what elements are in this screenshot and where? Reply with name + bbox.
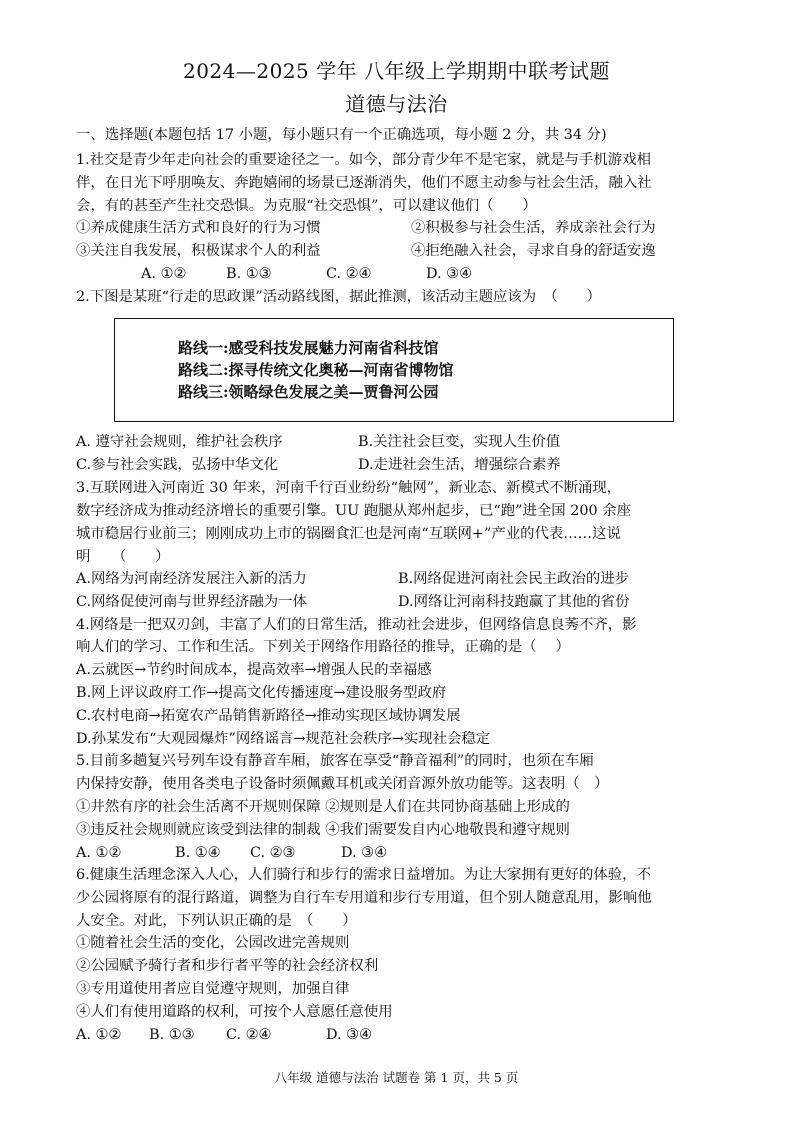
q6-item: ①随着社会生活的变化，公园改进完善规则 xyxy=(76,935,350,951)
q5-item: ③违反社会规则就应该受到法律的制裁 ④我们需要发自内心地敬畏和遵守规则 xyxy=(76,822,570,838)
q4-option-b: B.网上评议政府工作→提高文化传播速度→建设服务型政府 xyxy=(76,685,447,701)
q2-option-d: D.走进社会生活，增强综合素养 xyxy=(358,457,561,473)
q6-item: ④人们有使用道路的权利，可按个人意愿任意使用 xyxy=(76,1004,393,1020)
exam-subject: 道德与法治 xyxy=(345,92,448,116)
q6-option-c: C. ②④ xyxy=(226,1027,272,1043)
q3-stem-line: 明 （ ） xyxy=(76,549,170,565)
route-item: 路线二:探寻传统文化奥秘—河南省博物馆 xyxy=(178,361,454,379)
q1-stem-line: 会，有的甚至产生社交恐惧。为克服“社交恐惧”，可以建议他们（ ） xyxy=(76,198,537,214)
q4-stem-line: 4.网络是一把双刃剑，丰富了人们的日常生活，推动社会进步，但网络信息良莠不齐，影 xyxy=(76,617,637,633)
q5-option-a: A. ①② xyxy=(76,845,122,861)
q3-stem-line: 3.互联网进入河南近 30 年来，河南千行百业纷纷“触网”，新业态、新模式不断涌现， xyxy=(76,480,622,496)
q1-option-c: C. ②④ xyxy=(326,266,372,282)
q6-stem-line: 人安全。对此，下列认识正确的是 （ ） xyxy=(76,913,357,929)
q5-stem-line: 5.目前多趟复兴号列车设有静音车厢，旅客在享受“静音福利”的同时，也须在车厢 xyxy=(76,753,594,769)
q2-option-a: A. 遵守社会规则，维护社会秩序 xyxy=(76,434,283,450)
q3-option-a: A.网络为河南经济发展注入新的活力 xyxy=(76,571,307,587)
q2-option-b: B.关注社会巨变，实现人生价值 xyxy=(358,434,561,450)
q4-option-d: D.孙某发布“大观园爆炸”网络谣言→规范社会秩序→实现社会稳定 xyxy=(76,731,491,747)
q6-option-d: D. ③④ xyxy=(326,1027,372,1043)
page-footer: 八年级 道德与法治 试题卷 第 1 页，共 5 页 xyxy=(274,1070,519,1085)
q6-item: ②公园赋予骑行者和步行者平等的社会经济权利 xyxy=(76,958,379,974)
q1-option-a: A. ①② xyxy=(141,266,187,282)
q3-option-c: C.网络促使河南与世界经济融为一体 xyxy=(76,594,307,610)
q1-option-b: B. ①③ xyxy=(226,266,272,282)
q3-option-b: B.网络促进河南社会民主政治的进步 xyxy=(398,571,630,587)
q1-stem-line: 1.社交是青少年走向社会的重要途径之一。如今，部分青少年不是宅家，就是与手机游戏相 xyxy=(76,152,651,168)
q1-stem-line: 伴，在日光下呼朋唤友、奔跑嬉闹的场景已逐渐消失，他们不愿主动参与社会生活，融入社 xyxy=(76,175,652,191)
q5-stem-line: 内保持安静，使用各类电子设备时须佩戴耳机或关闭音源外放功能等。这表明（ ） xyxy=(76,776,609,792)
q6-stem-line: 6.健康生活理念深入人心，人们骑行和步行的需求日益增加。为让大家拥有更好的体验，不 xyxy=(76,867,651,883)
route-item: 路线三:领略绿色发展之美—贾鲁河公园 xyxy=(178,383,439,401)
q5-option-b: B. ①④ xyxy=(175,845,221,861)
q4-option-c: C.农村电商→拓宽农产品销售新路径→推动实现区域协调发展 xyxy=(76,708,461,724)
section-heading: 一、选择题(本题包括 17 小题，每小题只有一个正确选项，每小题 2 分，共 34 分) xyxy=(76,127,607,143)
route-item: 路线一:感受科技发展魅力河南省科技馆 xyxy=(178,339,439,357)
q6-item: ③专用道使用者应自觉遵守规则，加强自律 xyxy=(76,981,350,997)
q4-stem-line: 响人们的学习、工作和生活。下列关于网络作用路径的推导，正确的是（ ） xyxy=(76,639,570,655)
q2-stem: 2.下图是某班“行走的思政课”活动路线图，据此推测，该活动主题应该为 （ ） xyxy=(76,289,601,305)
q3-option-d: D.网络让河南科技跑赢了其他的省份 xyxy=(398,594,630,610)
q6-option-a: A. ①② xyxy=(76,1027,122,1043)
q1-item: ④拒绝融入社会，寻求自身的舒适安逸 xyxy=(411,243,656,259)
q6-option-b: B. ①③ xyxy=(149,1027,195,1043)
q5-option-c: C. ②③ xyxy=(250,845,296,861)
q3-stem-line: 数字经济成为推动经济增长的重要引擎。UU 跑腿从郑州起步，已“跑”进全国 200 余座 xyxy=(76,503,632,519)
q1-item: ③关注自我发展，积极谋求个人的利益 xyxy=(76,243,321,259)
q2-option-c: C.参与社会实践，弘扬中华文化 xyxy=(76,457,279,473)
q6-stem-line: 少公园将原有的混行路道，调整为自行车专用道和步行专用道，但个别人随意乱用，影响他 xyxy=(76,890,652,906)
q4-option-a: A.云就医→节约时间成本，提高效率→增强人民的幸福感 xyxy=(76,662,432,678)
q3-stem-line: 城市稳居行业前三；刚刚成功上市的锅圈食汇也是河南“互联网+”产业的代表……这说 xyxy=(76,526,621,542)
q5-item: ①井然有序的社会生活离不开规则保障 ②规则是人们在共同协商基础上形成的 xyxy=(76,799,570,815)
q5-option-d: D. ③④ xyxy=(341,845,387,861)
q1-item: ②积极参与社会生活，养成亲社会行为 xyxy=(411,220,656,236)
q1-item: ①养成健康生活方式和良好的行为习惯 xyxy=(76,220,321,236)
q1-option-d: D. ③④ xyxy=(426,266,472,282)
exam-title: 2024—2025 学年 八年级上学期期中联考试题 xyxy=(182,59,610,83)
